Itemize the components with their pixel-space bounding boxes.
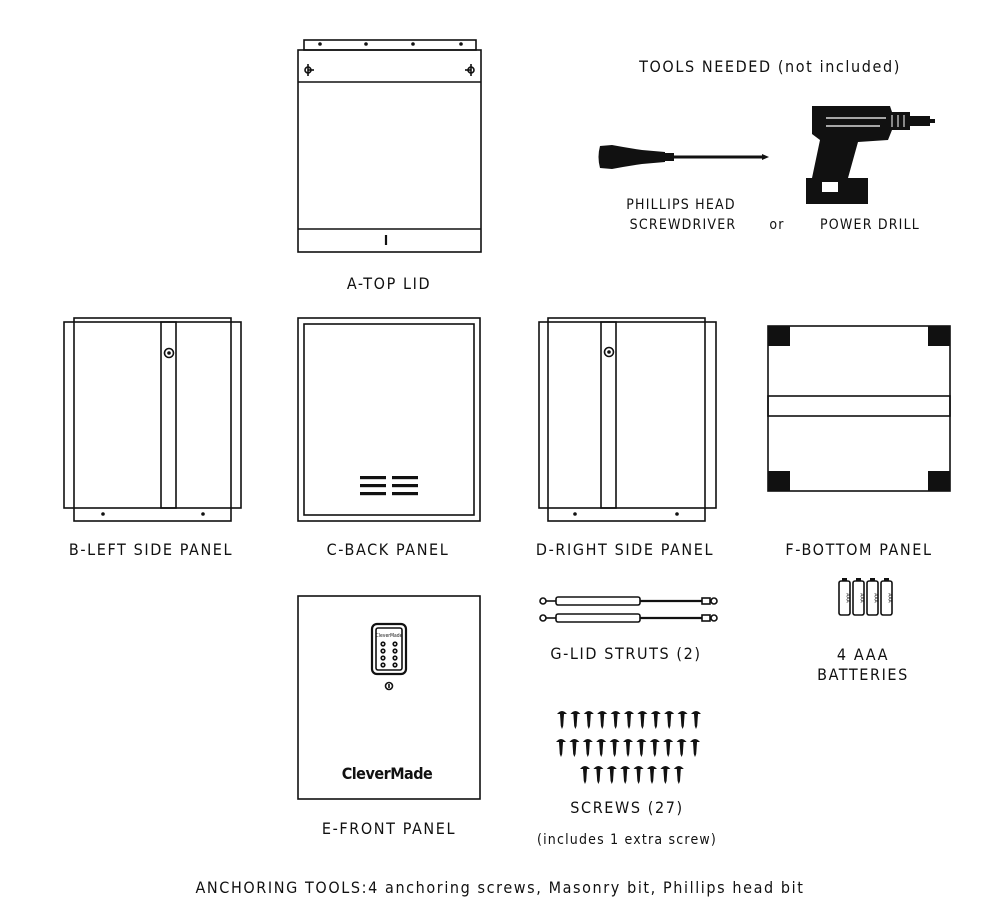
batteries-icon: [839, 578, 893, 615]
power-drill-icon: [806, 106, 935, 204]
screw-icon: [664, 711, 674, 729]
screw-icon: [620, 766, 630, 784]
battery-2-text: AAA: [858, 593, 865, 603]
right-side-panel-illustration: [539, 318, 716, 521]
label-batteries-line1: 4 AAA: [836, 645, 890, 664]
label-right-side-panel: D-RIGHT SIDE PANEL: [535, 540, 715, 559]
screw-icon: [674, 766, 684, 784]
top-lid-illustration: [298, 40, 481, 252]
screwdriver-label-line2: SCREWDRIVER: [629, 217, 737, 233]
label-lid-struts: G-LID STRUTS (2): [550, 644, 702, 663]
screw-icon: [607, 766, 617, 784]
back-panel-illustration: [298, 318, 480, 521]
label-top-lid: A-TOP LID: [346, 274, 432, 293]
screw-icon: [597, 711, 607, 729]
lid-strut-1: [540, 597, 717, 605]
screw-icon: [583, 739, 593, 757]
battery-1-text: AAA: [844, 593, 851, 603]
screw-icon: [596, 739, 606, 757]
screw-icon: [690, 739, 700, 757]
battery-2: [853, 578, 865, 615]
screw-icon: [584, 711, 594, 729]
screwdriver-icon: [599, 145, 770, 169]
battery-4-text: AAA: [886, 593, 893, 603]
screw-icon: [650, 739, 660, 757]
screw-icon: [678, 711, 688, 729]
screw-icon: [569, 739, 579, 757]
screws-illustration: [556, 711, 701, 784]
screw-icon: [637, 711, 647, 729]
keypad-brand-text: CleverMade: [375, 633, 403, 639]
screw-icon: [610, 739, 620, 757]
or-label: or: [769, 217, 785, 233]
label-back-panel: C-BACK PANEL: [326, 540, 450, 559]
battery-3-text: AAA: [872, 593, 879, 603]
screw-icon: [634, 766, 644, 784]
screw-icon: [556, 739, 566, 757]
keyhole-icon: [386, 683, 393, 690]
screw-icon: [651, 711, 661, 729]
front-panel-illustration: [298, 596, 480, 799]
screw-icon: [624, 711, 634, 729]
vent-icon: [360, 476, 418, 495]
bottom-panel-illustration: [768, 326, 950, 491]
screw-icon: [570, 711, 580, 729]
lid-hinge-right: [465, 64, 474, 76]
label-batteries-line2: BATTERIES: [817, 665, 909, 684]
brand-logo: CleverMade: [341, 764, 433, 783]
screw-icon: [580, 766, 590, 784]
lid-struts-illustration: [540, 597, 717, 622]
lid-hinge-left: [305, 64, 314, 76]
screwdriver-label-line1: PHILLIPS HEAD: [626, 197, 736, 213]
screw-icon: [647, 766, 657, 784]
left-side-panel-illustration: [64, 318, 241, 521]
screw-icon: [663, 739, 673, 757]
power-drill-label: POWER DRILL: [819, 217, 921, 233]
label-screws-line1: SCREWS (27): [570, 798, 684, 817]
screw-icon: [623, 739, 633, 757]
screw-icon: [660, 766, 670, 784]
battery-1: [839, 578, 851, 615]
screw-icon: [593, 766, 603, 784]
tools-needed-title: TOOLS NEEDED (not included): [639, 57, 901, 76]
keypad-icon: [372, 624, 406, 674]
battery-4: [881, 578, 893, 615]
screw-icon: [677, 739, 687, 757]
label-left-side-panel: B-LEFT SIDE PANEL: [68, 540, 234, 559]
battery-3: [867, 578, 879, 615]
screw-icon: [611, 711, 621, 729]
lid-strut-2: [540, 614, 717, 622]
anchoring-tools-footer: ANCHORING TOOLS:4 anchoring screws, Masonry bit, Phillips head bit: [195, 878, 805, 897]
label-bottom-panel: F-BOTTOM PANEL: [785, 540, 933, 559]
screw-icon: [691, 711, 701, 729]
label-screws-line2: (includes 1 extra screw): [536, 832, 718, 848]
screw-icon: [636, 739, 646, 757]
label-front-panel: E-FRONT PANEL: [321, 819, 457, 838]
screw-icon: [557, 711, 567, 729]
